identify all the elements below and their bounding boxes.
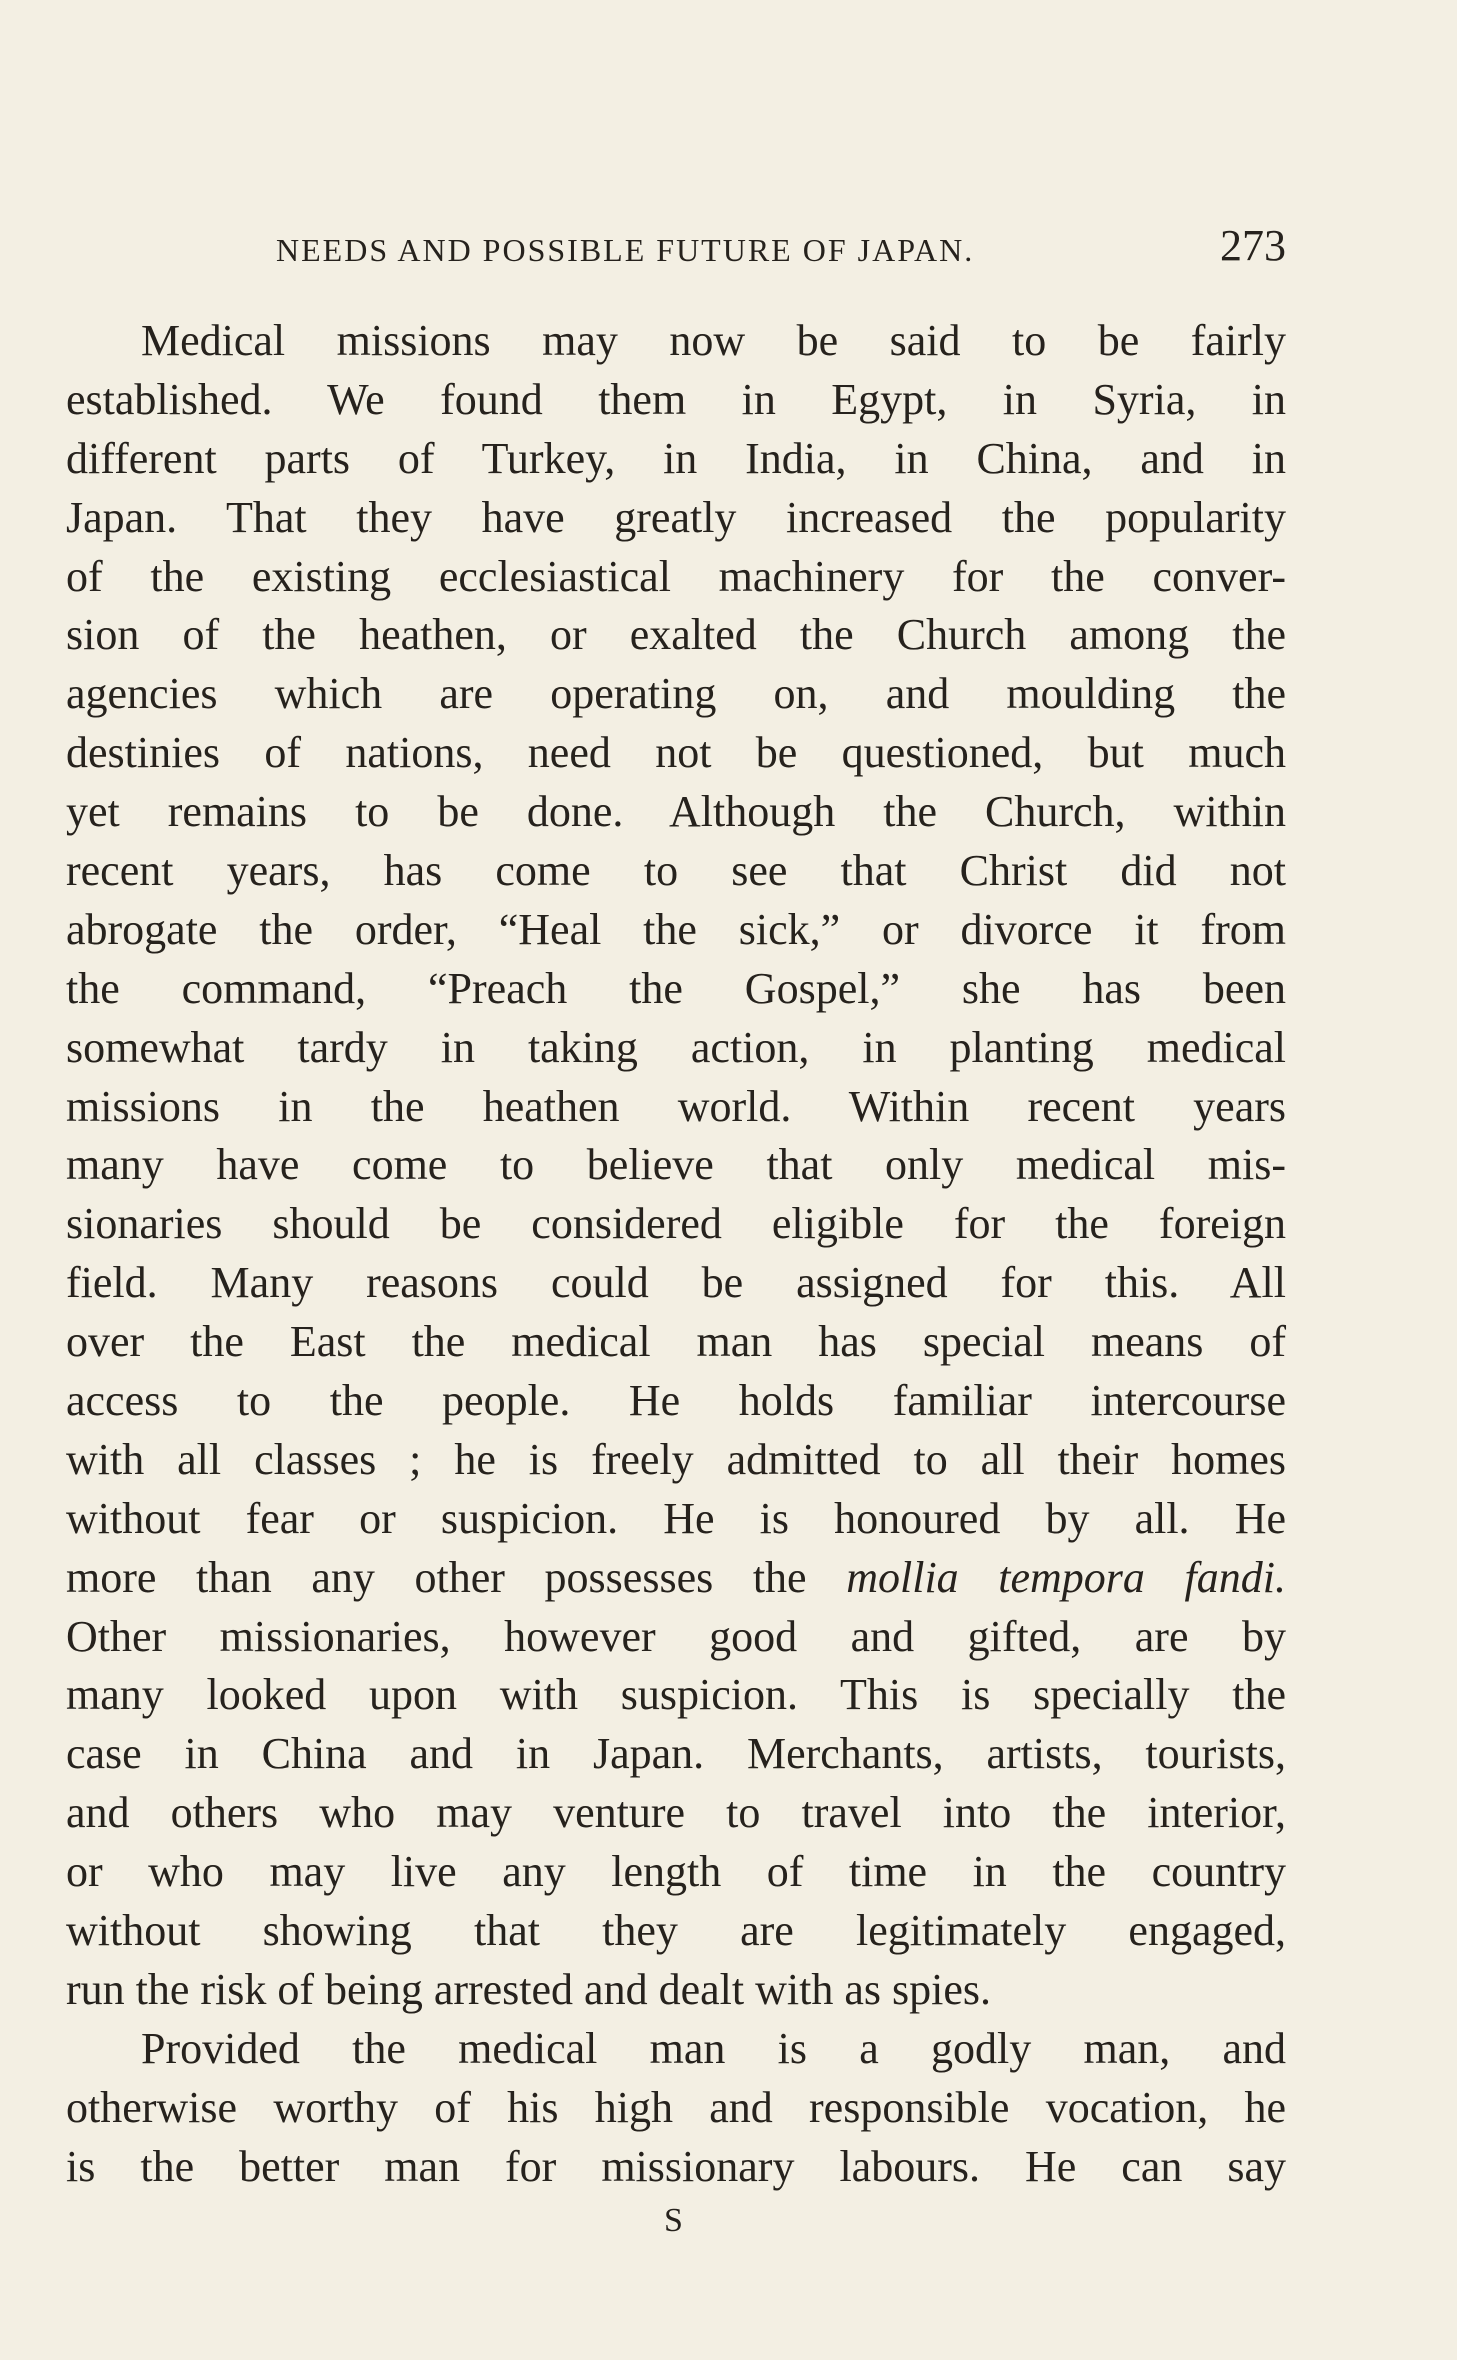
latin-phrase: mollia tempora fandi. xyxy=(846,1552,1286,1602)
text-line: is the better man for missionary labours. He can say xyxy=(66,2141,1286,2191)
text-line: different parts of Turkey, in India, in China, and in xyxy=(66,433,1286,483)
page-header xyxy=(66,220,1286,280)
text-line-mixed xyxy=(66,1549,1286,1608)
text-line: with all classes ; he is freely admitted to all their homes xyxy=(66,1434,1286,1484)
running-head: NEEDS AND POSSIBLE FUTURE OF JAPAN. xyxy=(276,232,975,268)
text-segment: more than any other possesses the xyxy=(66,1552,807,1602)
text-line: access to the people. He holds familiar intercourse xyxy=(66,1376,1286,1426)
text-line: and others who may venture to travel into the interior, xyxy=(66,1788,1286,1838)
text-line: recent years, has come to see that Christ did not xyxy=(66,846,1286,896)
text-line: sion of the heathen, or exalted the Church among the xyxy=(66,610,1286,660)
text-line: without fear or suspicion. He is honoured by all. He xyxy=(66,1493,1286,1543)
text-line: or who may live any length of time in the country xyxy=(66,1847,1286,1897)
text-line: Provided the medical man is a godly man, and xyxy=(141,2023,1286,2073)
body-text xyxy=(66,312,1286,2197)
text-line: of the existing ecclesiastical machinery for the conver- xyxy=(66,551,1286,601)
text-line: destinies of nations, need not be questioned, but much xyxy=(66,728,1286,778)
text-line: over the East the medical man has special means of xyxy=(66,1317,1286,1367)
text-line: otherwise worthy of his high and responsible vocation, he xyxy=(66,2082,1286,2132)
text-line: agencies which are operating on, and moulding the xyxy=(66,669,1286,719)
signature-mark: S xyxy=(664,2202,683,2239)
text-line: without showing that they are legitimately engaged, xyxy=(66,1906,1286,1956)
page-number: 273 xyxy=(1220,221,1286,270)
text-line: many have come to believe that only medical mis- xyxy=(66,1140,1286,1190)
text-line: run the risk of being arrested and dealt with as spies. xyxy=(66,1964,991,2014)
text-line: Japan. That they have greatly increased the popularity xyxy=(66,492,1286,542)
text-line: Other missionaries, however good and gifted, are by xyxy=(66,1611,1286,1661)
text-line: sionaries should be considered eligible for the foreign xyxy=(66,1199,1286,1249)
text-line: established. We found them in Egypt, in Syria, in xyxy=(66,374,1286,424)
text-line: the command, “Preach the Gospel,” she has been xyxy=(66,963,1286,1013)
text-line: somewhat tardy in taking action, in planting medical xyxy=(66,1022,1286,1072)
text-line: case in China and in Japan. Merchants, artists, tourists, xyxy=(66,1729,1286,1779)
text-line: Medical missions may now be said to be fairly xyxy=(141,316,1286,365)
text-line: yet remains to be done. Although the Church, within xyxy=(66,787,1286,837)
text-line: field. Many reasons could be assigned for this. All xyxy=(66,1258,1286,1308)
text-line: missions in the heathen world. Within recent years xyxy=(66,1081,1286,1131)
text-line: abrogate the order, “Heal the sick,” or divorce it from xyxy=(66,904,1286,954)
text-line: many looked upon with suspicion. This is specially the xyxy=(66,1670,1286,1720)
